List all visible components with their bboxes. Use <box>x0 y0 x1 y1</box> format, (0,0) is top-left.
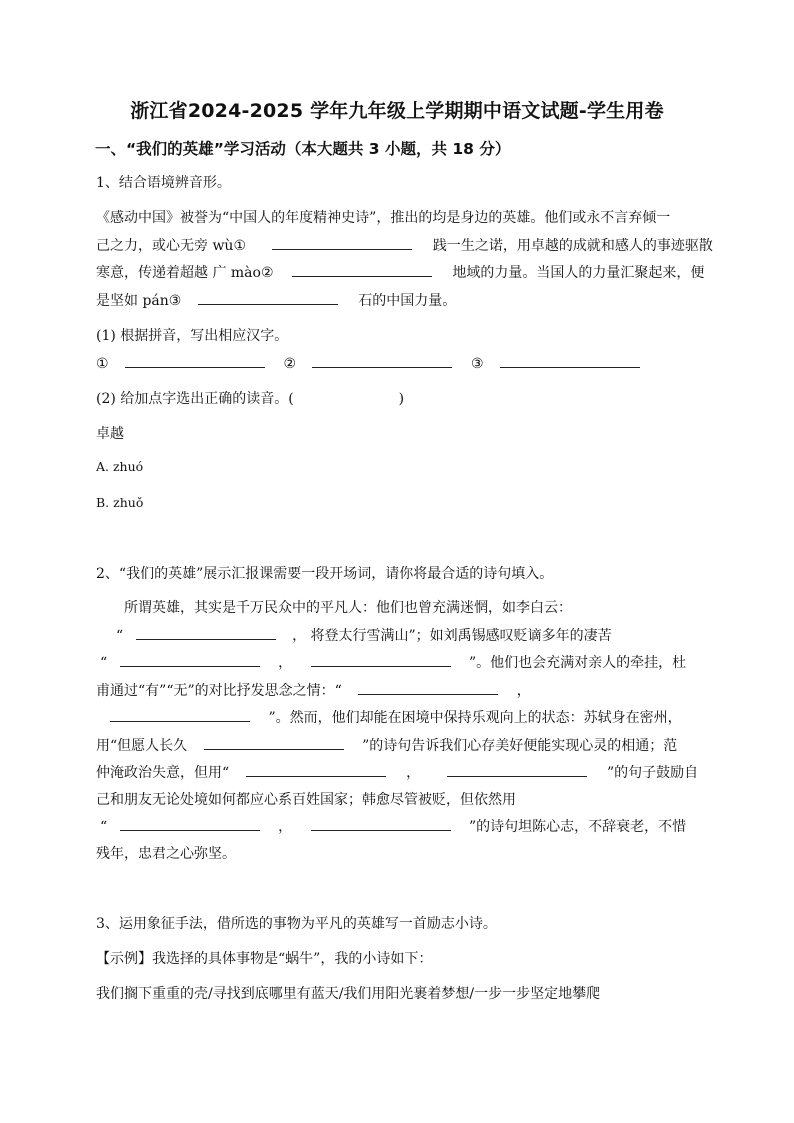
q2-line-8: 己和朋友无论处境如何都应心系百姓国家；韩愈尽管被贬，但依然用 <box>96 792 516 808</box>
q2-line-7 <box>96 762 698 782</box>
poem-blank-du-fu-1[interactable] <box>358 680 498 695</box>
answer-blank-wu[interactable] <box>272 235 412 250</box>
q2-line-2 <box>116 625 612 645</box>
passage-text: 地域的力量。当国人的力量汇聚起来，便 <box>452 265 705 281</box>
answer-blank-pan[interactable] <box>198 290 338 305</box>
q2-text: ”。他们也会充满对亲人的牵挂，杜 <box>468 655 687 671</box>
poem-blank-li-bai[interactable] <box>136 625 276 640</box>
q2-line-1: 所谓英雄，其实是千万民众中的平凡人：他们也曾充满迷惘，如李白云： <box>124 600 572 616</box>
answer-blank-2[interactable] <box>312 353 452 368</box>
comma: ， <box>278 819 293 835</box>
passage-line-2 <box>96 235 713 255</box>
hanzi-answer-row <box>96 353 640 372</box>
example-intro: 【示例】我选择的具体事物是“蜗牛”，我的小诗如下： <box>96 951 433 967</box>
poem-blank-liu-1[interactable] <box>120 652 260 667</box>
q2-text: 甫通过“有”“无”的对比抒发思念之情：“ <box>96 683 342 699</box>
answer-blank-3[interactable] <box>500 353 640 368</box>
poem-blank-han-yu-2[interactable] <box>311 816 451 831</box>
answer-marker: ③ <box>470 356 484 372</box>
passage-text: 是坚如 pán③ <box>96 293 182 309</box>
poem-blank-han-yu-1[interactable] <box>120 816 260 831</box>
q2-line-3 <box>100 652 686 672</box>
comma: ， <box>516 683 531 699</box>
q2-text: 用“但愿人长久 <box>96 738 188 754</box>
comma: ， <box>278 655 293 671</box>
answer-marker: ② <box>283 356 297 372</box>
quote-open: “ <box>100 655 108 671</box>
poem-blank-liu-2[interactable] <box>311 652 451 667</box>
dotted-word: 卓越 <box>96 426 124 442</box>
sub-question-2-prompt: (2) 给加点字选出正确的读音。( <box>96 391 294 407</box>
question-2-stem: 2、“我们的英雄”展示汇报课需要一段开场词，请你将最合适的诗句填入。 <box>96 566 554 582</box>
answer-blank-1[interactable] <box>125 353 265 368</box>
question-1-stem: 1、结合语境辨音形。 <box>96 175 231 191</box>
q2-line-4 <box>96 680 531 700</box>
passage-text: 石的中国力量。 <box>358 293 457 309</box>
q2-line-5 <box>110 707 682 727</box>
example-poem: 我们搁下重重的壳/寻找到底哪里有蓝天/我们用阳光裹着梦想/一步一步坚定地攀爬 <box>96 986 601 1002</box>
passage-text: 寒意，传递着超越 广 mào② <box>96 265 274 281</box>
q2-text: ”。然而，他们却能在困境中保持乐观向上的状态：苏轼身在密州， <box>268 710 682 726</box>
q2-text: ”的诗句坦陈心志，不辞衰老，不惜 <box>468 819 687 835</box>
answer-blank-mao[interactable] <box>292 262 432 277</box>
q2-line-9 <box>100 816 686 836</box>
quote-open: “ <box>100 819 108 835</box>
q2-text: ”的诗句告诉我们心存美好便能实现心灵的相通；范 <box>362 738 678 754</box>
option-a[interactable]: A. zhuó <box>96 459 144 474</box>
q2-line-10: 残年，忠君之心弥坚。 <box>96 846 236 862</box>
option-b[interactable]: B. zhuǒ <box>96 495 144 510</box>
passage-line-4 <box>96 290 456 310</box>
passage-line-1: 《感动中国》被誉为“中国人的年度精神史诗”，推出的均是身边的英雄。他们或永不言弃倾一 <box>96 210 671 226</box>
poem-blank-fan-1[interactable] <box>246 762 386 777</box>
q2-line-6 <box>96 735 677 755</box>
sub-question-2 <box>96 388 404 408</box>
passage-line-3 <box>96 262 704 282</box>
poem-blank-du-fu-2[interactable] <box>110 707 250 722</box>
document-title: 浙江省2024-2025 学年九年级上学期期中语文试题-学生用卷 <box>130 100 664 122</box>
q2-text: ”的句子鼓励自 <box>606 765 699 781</box>
passage-text: 己之力，或心无旁 wù① <box>96 238 247 254</box>
sub-question-1: (1) 根据拼音，写出相应汉字。 <box>96 328 289 344</box>
quote-open: “ <box>116 628 124 644</box>
closing-paren: ) <box>398 391 405 407</box>
poem-blank-su-shi[interactable] <box>204 735 344 750</box>
comma: ， <box>406 765 421 781</box>
q2-text: ， 将登太行雪满山”；如刘禹锡感叹贬谪多年的凄苦 <box>292 628 612 644</box>
poem-blank-fan-2[interactable] <box>447 762 587 777</box>
passage-text: 践一生之诺，用卓越的成就和感人的事迹驱散 <box>432 238 713 254</box>
answer-marker: ① <box>96 356 109 372</box>
q2-text: 仲淹政治失意，但用“ <box>96 765 230 781</box>
section-heading: 一、“我们的英雄”学习活动（本大题共 3 小题，共 18 分） <box>95 140 511 158</box>
question-3-stem: 3、运用象征手法，借所选的事物为平凡的英雄写一首励志小诗。 <box>96 916 497 932</box>
